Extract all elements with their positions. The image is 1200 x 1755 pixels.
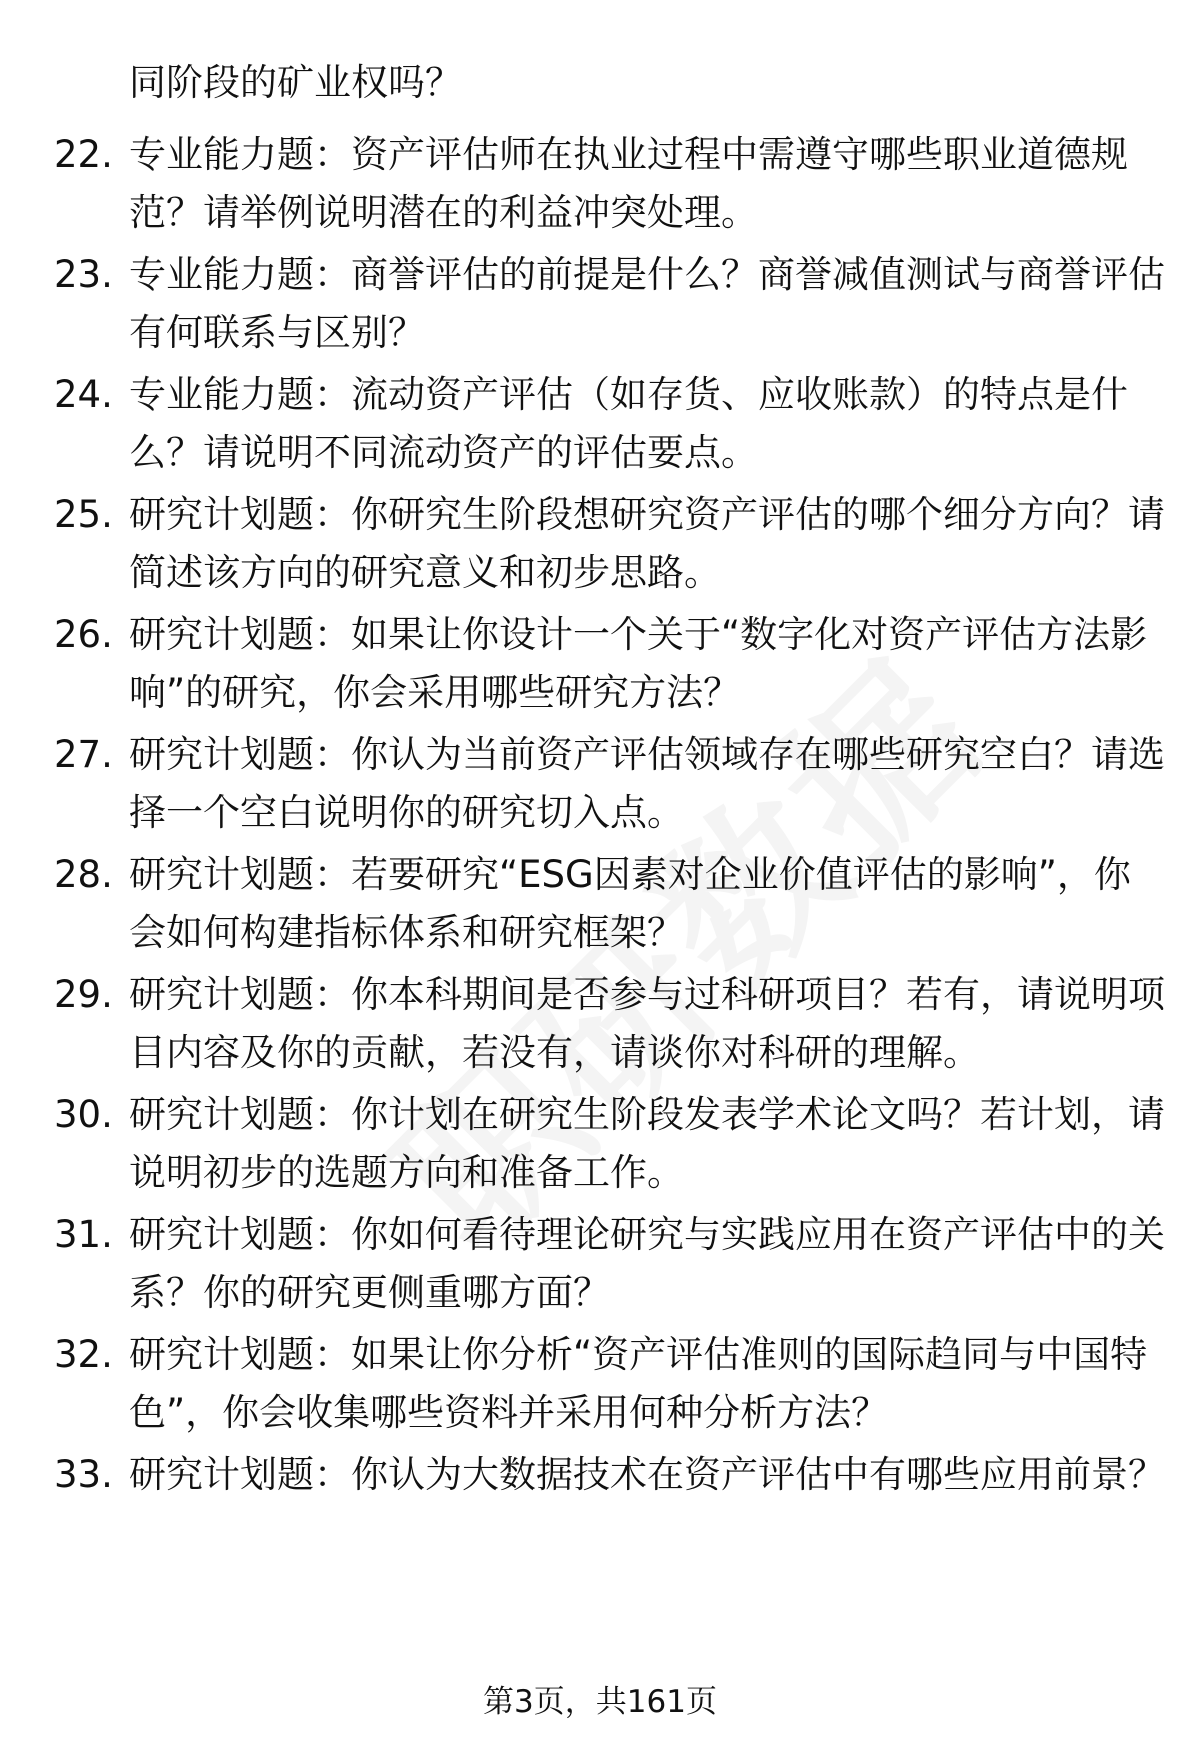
question-text-line: 么？请说明不同流动资产的评估要点。 [129, 431, 758, 474]
question-text-line: 有何联系与区别？ [129, 311, 425, 354]
question-number: 27. [54, 733, 113, 776]
continued-question-line: 同阶段的矿业权吗？ [129, 61, 462, 104]
question-text [129, 1086, 1165, 1202]
question-text-line: 研究计划题：若要研究“ESG因素对企业价值评估的影响”，你 [129, 853, 1131, 896]
question-text-line: 专业能力题：资产评估师在执业过程中需遵守哪些职业道德规 [129, 133, 1128, 176]
question-number: 31. [54, 1213, 113, 1256]
question-text [129, 366, 1139, 482]
question-text [129, 606, 1148, 722]
question-text [129, 966, 1165, 1082]
question-text [129, 126, 1139, 242]
question-text [129, 1326, 1148, 1442]
question-text-line: 说明初步的选题方向和准备工作。 [129, 1151, 684, 1194]
question-number: 26. [54, 613, 113, 656]
question-text-line: 简述该方向的研究意义和初步思路。 [129, 551, 721, 594]
question-text-line: 研究计划题：你认为大数据技术在资产评估中有哪些应用前景？ [129, 1453, 1165, 1496]
question-text-line: 研究计划题：如果让你设计一个关于“数字化对资产评估方法影 [129, 613, 1148, 656]
question-text [129, 246, 1165, 362]
question-text-line: 研究计划题：你研究生阶段想研究资产评估的哪个细分方向？请 [129, 493, 1165, 536]
question-text-line: 色”，你会收集哪些资料并采用何种分析方法？ [129, 1391, 889, 1434]
question-number: 32. [54, 1333, 113, 1376]
page-footer: 第3页，共161页 [483, 1684, 717, 1720]
question-text [129, 846, 1139, 962]
question-number: 33. [54, 1453, 113, 1496]
question-text-line: 专业能力题：商誉评估的前提是什么？商誉减值测试与商誉评估 [129, 253, 1165, 296]
question-text [129, 486, 1165, 602]
question-number: 22. [54, 133, 113, 176]
question-text-line: 研究计划题：你如何看待理论研究与实践应用在资产评估中的关 [129, 1213, 1165, 1256]
question-text-line: 择一个空白说明你的研究切入点。 [129, 791, 684, 834]
question-text-line: 范？请举例说明潜在的利益冲突处理。 [129, 191, 758, 234]
question-text [129, 726, 1165, 842]
question-text-line: 研究计划题：你认为当前资产评估领域存在哪些研究空白？请选 [129, 733, 1165, 776]
question-text-line: 系？你的研究更侧重哪方面？ [129, 1271, 610, 1314]
question-text [129, 1206, 1165, 1322]
question-text-line: 会如何构建指标体系和研究框架？ [129, 911, 684, 954]
question-number: 23. [54, 253, 113, 296]
question-number: 28. [54, 853, 113, 896]
question-text-line: 研究计划题：你计划在研究生阶段发表学术论文吗？若计划，请 [129, 1093, 1165, 1136]
question-text [129, 1446, 1165, 1504]
question-text-line: 目内容及你的贡献，若没有，请谈你对科研的理解。 [129, 1031, 980, 1074]
question-text-line: 专业能力题：流动资产评估（如存货、应收账款）的特点是什 [129, 373, 1128, 416]
question-number: 24. [54, 373, 113, 416]
question-text-line: 研究计划题：你本科期间是否参与过科研项目？若有，请说明项 [129, 973, 1165, 1016]
question-text-line: 响”的研究，你会采用哪些研究方法？ [129, 671, 741, 714]
question-text-line: 研究计划题：如果让你分析“资产评估准则的国际趋同与中国特 [129, 1333, 1148, 1376]
question-number: 29. [54, 973, 113, 1016]
question-number: 30. [54, 1093, 113, 1136]
question-number: 25. [54, 493, 113, 536]
